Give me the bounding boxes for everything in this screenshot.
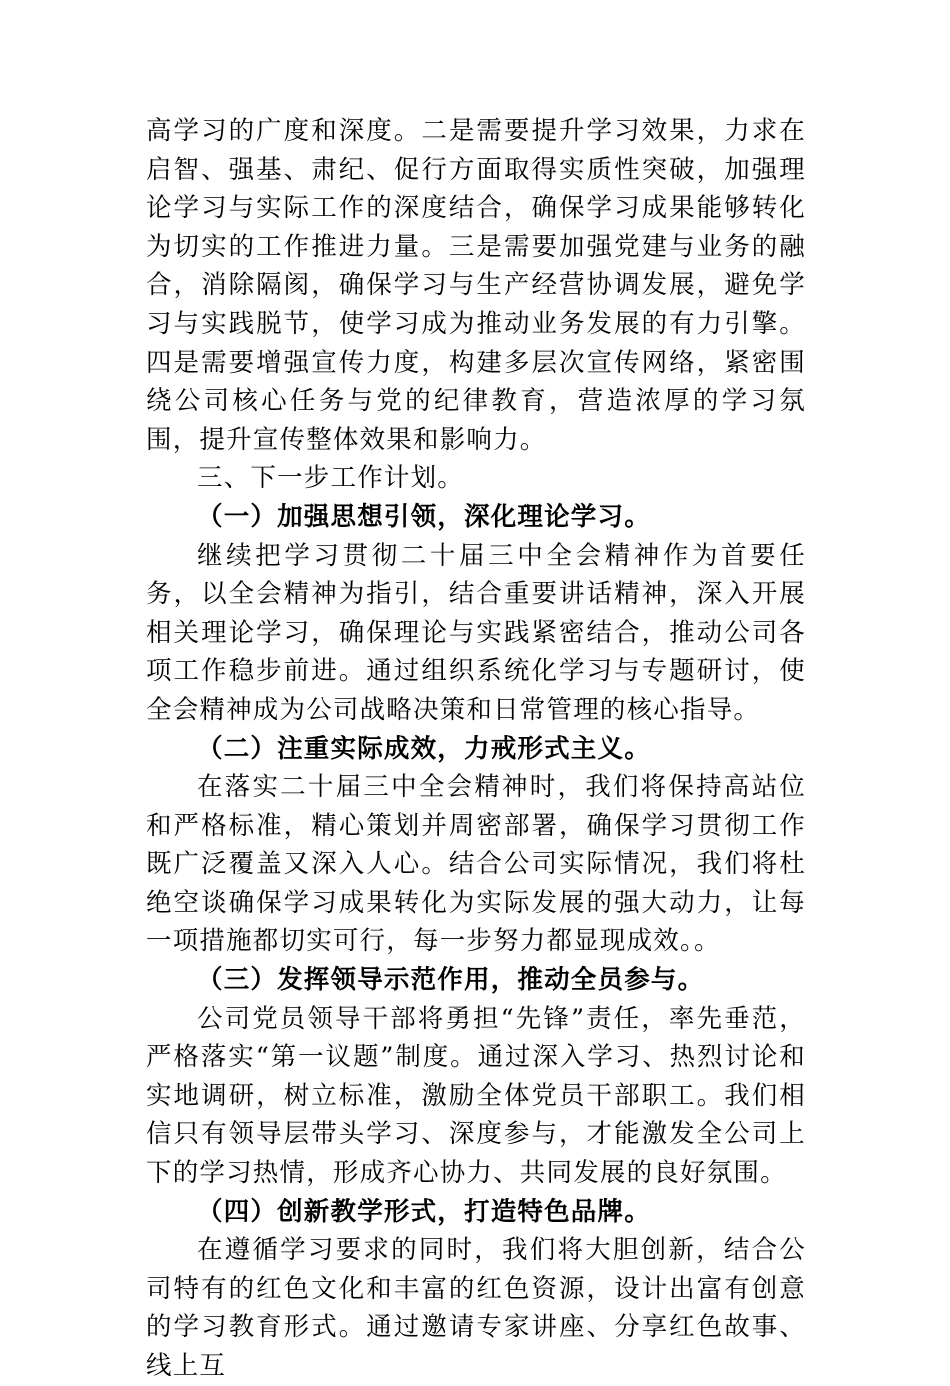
paragraph-1: 继续把学习贯彻二十届三中全会精神作为首要任务，以全会精神为指引，结合重要讲话精神，深入开展相关理论学习，确保理论与实践紧密结合，推动公司各项工作稳步前进。通过组织系统化学习与专题研讨，使全会精神成为公司战略决策和日常管理的核心指导。 <box>146 540 806 725</box>
subheading-3: （三）发挥领导示范作用，推动全员参与。 <box>197 965 705 996</box>
subheading-1: （一）加强思想引领，深化理论学习。 <box>197 501 651 532</box>
subheading-2: （二）注重实际成效，力戒形式主义。 <box>197 733 651 764</box>
paragraph-2: 在落实二十届三中全会精神时，我们将保持高站位和严格标准，精心策划并周密部署，确保学习贯彻工作既广泛覆盖又深入人心。结合公司实际情况，我们将杜绝空谈确保学习成果转化为实际发展的强大动力，让每一项措施都切实可行，每一步努力都显现成效。。 <box>146 772 806 957</box>
paragraph-4: 在遵循学习要求的同时，我们将大胆创新，结合公司特有的红色文化和丰富的红色资源，设计出富有创意的学习教育形式。通过邀请专家讲座、分享红色故事、线上互 <box>146 1235 806 1381</box>
subheading-4: （四）创新教学形式，打造特色品牌。 <box>197 1196 651 1227</box>
section-heading-next-steps: 三、下一步工作计划。 <box>197 463 465 494</box>
paragraph-continuation: 高学习的广度和深度。二是需要提升学习效果，力求在启智、强基、肃纪、促行方面取得实质性突破，加强理论学习与实际工作的深度结合，确保学习成果能够转化为切实的工作推进力量。三是需要加强党建与业务的融合，消除隔阂，确保学习与生产经营协调发展，避免学习与实践脱节，使学习成为推动业务发展的有力引擎。四是需要增强宣传力度，构建多层次宣传网络，紧密围绕公司核心任务与党的纪律教育，营造浓厚的学习氛围，提升宣传整体效果和影响力。 <box>146 116 806 455</box>
paragraph-3: 公司党员领导干部将勇担“先锋”责任，率先垂范，严格落实“第一议题”制度。通过深入学习、热烈讨论和实地调研，树立标准，激励全体党员干部职工。我们相信只有领导层带头学习、深度参与，才能激发全公司上下的学习热情，形成齐心协力、共同发展的良好氛围。 <box>146 1003 806 1189</box>
document-body <box>146 112 806 1386</box>
